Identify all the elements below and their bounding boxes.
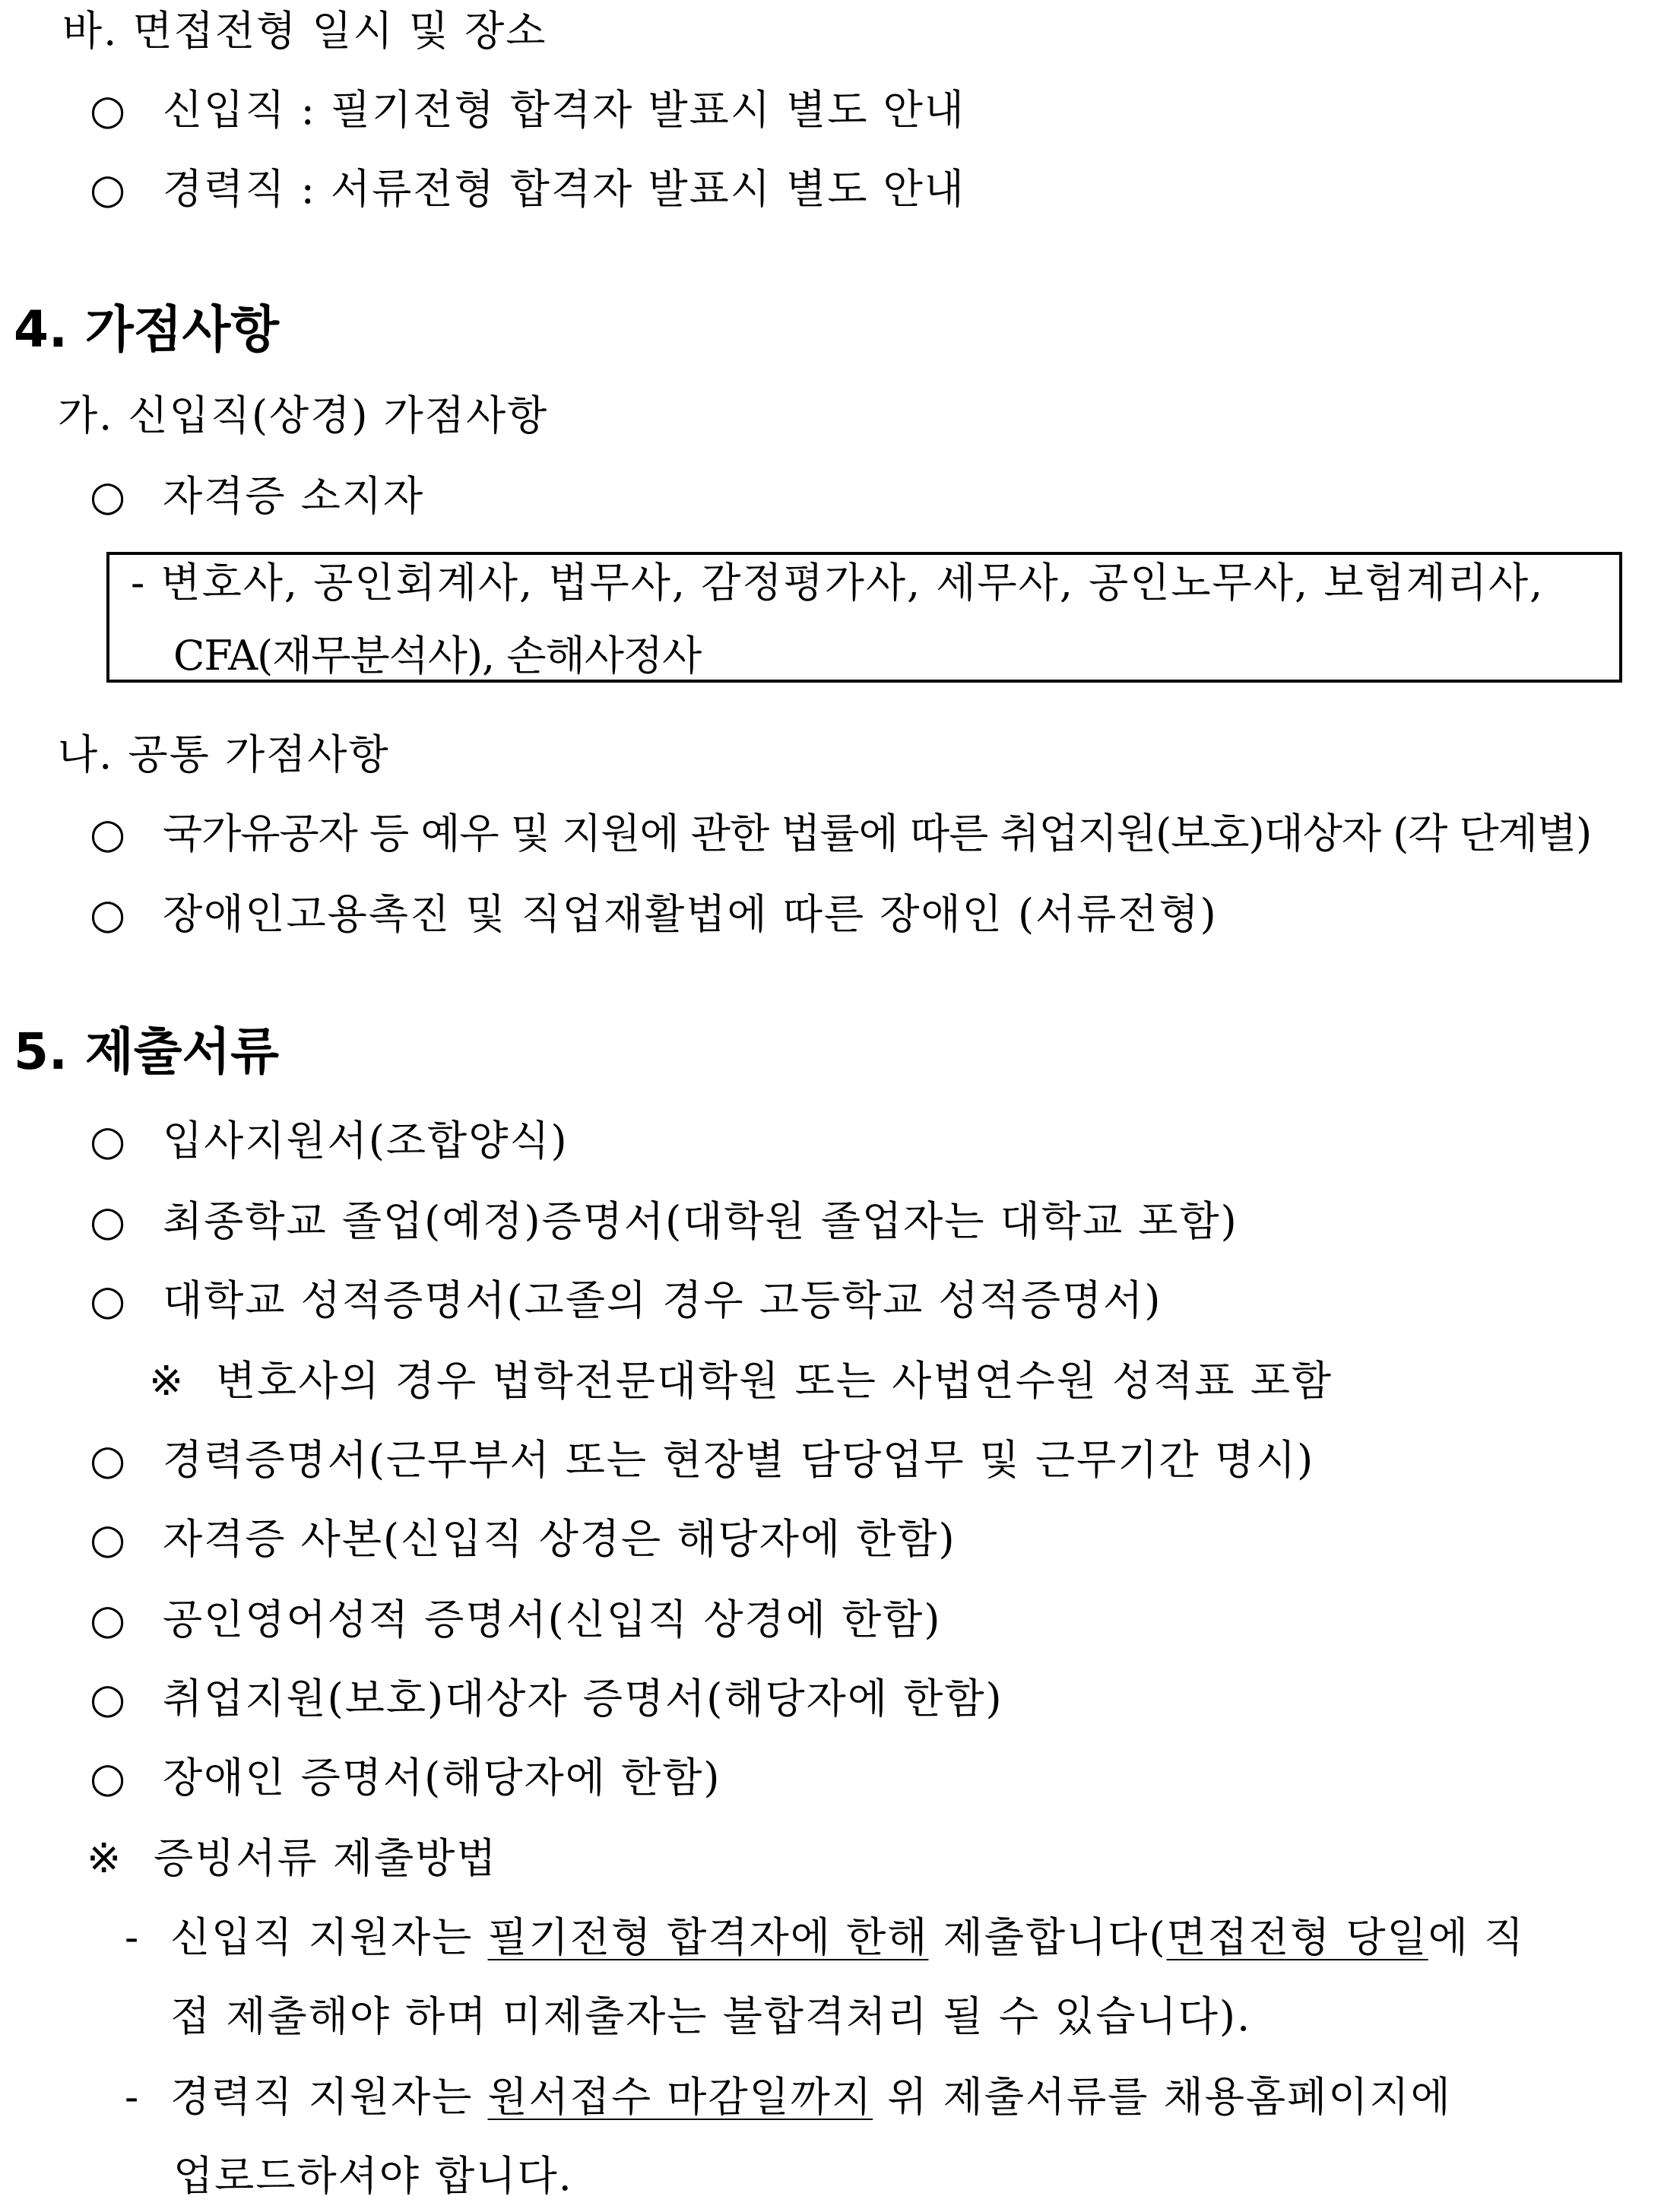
list-item: ○ 장애인고용촉진 및 직업재활법에 따른 장애인 (서류전형) [90, 890, 1218, 938]
bullet-icon: ○ [90, 472, 128, 520]
method-line: - 경력직 지원자는 원서접수 마감일까지 위 제출서류를 채용홈페이지에 [125, 2073, 1452, 2121]
method-line-continued: 업로드하셔야 합니다. [173, 2152, 573, 2200]
bullet-icon: ○ [90, 1197, 128, 1245]
list-item: ○ 경력증명서(근무부서 또는 현장별 담당업무 및 근무기간 명시) [90, 1436, 1315, 1484]
bullet-icon: ○ [90, 1117, 128, 1165]
section-heading: 5. 제출서류 [14, 1022, 279, 1081]
bullet-icon: ○ [90, 1515, 128, 1563]
list-item: ○ 자격증 사본(신입직 상경은 해당자에 한함) [90, 1515, 956, 1563]
list-item: ○ 취업지원(보호)대상자 증명서(해당자에 한함) [90, 1675, 1003, 1723]
bullet-icon: ○ [90, 86, 128, 134]
bullet-icon: ○ [90, 1675, 128, 1723]
dash-mark: - [125, 2073, 141, 2121]
box-line: CFA(재무분석사), 손해사정사 [173, 632, 702, 680]
method-line-continued: 접 제출해야 하며 미제출자는 불합격처리 될 수 있습니다). [170, 1992, 1252, 2040]
bullet-icon: ○ [90, 1436, 128, 1484]
method-line: - 신입직 지원자는 필기전형 합격자에 한해 제출합니다(면접전형 당일에 직 [125, 1913, 1526, 1961]
subsection-title: 나. 공통 가점사항 [58, 731, 390, 778]
underlined-text: 필기전형 합격자에 한해 [487, 1913, 929, 1961]
underlined-text: 면접전형 당일 [1166, 1913, 1428, 1961]
dash-mark: - [125, 1913, 141, 1961]
section-title: 바. 면접전형 일시 및 장소 [62, 7, 547, 55]
subsection-title: 가. 신입직(상경) 가점사항 [58, 391, 549, 439]
list-item: ○ 경력직 : 서류전형 합격자 발표시 별도 안내 [90, 165, 965, 213]
list-item: ○ 장애인 증명서(해당자에 한함) [90, 1754, 721, 1802]
box-line: - 변호사, 공인회계사, 법무사, 감정평가사, 세무사, 공인노무사, 보험계리사, [131, 559, 1545, 607]
section-heading: 4. 가점사항 [14, 300, 279, 359]
list-item: ○ 입사지원서(조합양식) [90, 1117, 569, 1165]
bullet-icon: ○ [90, 1276, 128, 1324]
list-item: ○ 신입직 : 필기전형 합격자 발표시 별도 안내 [90, 86, 965, 134]
bullet-icon: ○ [90, 1754, 128, 1802]
reference-mark-icon: ※ [87, 1834, 123, 1882]
list-item: ○ 대학교 성적증명서(고졸의 경우 고등학교 성적증명서) [90, 1276, 1162, 1324]
bullet-icon: ○ [90, 810, 125, 857]
bullet-icon: ○ [90, 165, 128, 213]
list-item: ○ 자격증 소지자 [90, 472, 425, 520]
underlined-text: 원서접수 마감일까지 [487, 2073, 873, 2121]
list-item: ○ 최종학교 졸업(예정)증명서(대학원 졸업자는 대학교 포함) [90, 1197, 1238, 1245]
reference-mark-icon: ※ [149, 1357, 185, 1405]
bullet-icon: ○ [90, 1596, 128, 1643]
method-title: ※ 증빙서류 제출방법 [87, 1834, 498, 1882]
list-item: ○ 공인영어성적 증명서(신입직 상경에 한함) [90, 1596, 942, 1643]
bullet-icon: ○ [90, 890, 128, 938]
list-item: ○ 국가유공자 등 예우 및 지원에 관한 법률에 따른 취업지원(보호)대상자 (각 단계별) [90, 810, 1592, 857]
note-line: ※ 변호사의 경우 법학전문대학원 또는 사법연수원 성적표 포함 [149, 1357, 1333, 1405]
